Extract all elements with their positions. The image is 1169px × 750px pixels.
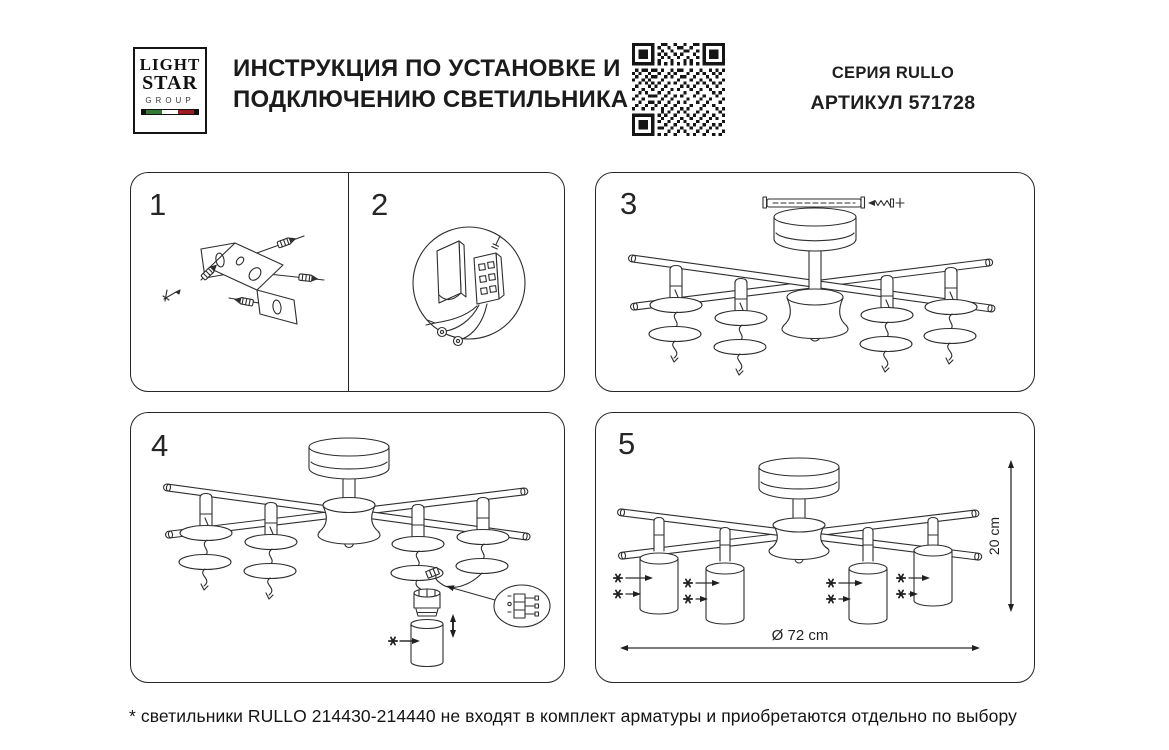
central-hub bbox=[782, 289, 848, 341]
product-info bbox=[783, 64, 1003, 115]
central-hub bbox=[769, 518, 829, 563]
article-label: АРТИКУЛ 571728 bbox=[810, 92, 976, 114]
step-4-number: 4 bbox=[151, 428, 169, 463]
screw-icon bbox=[868, 199, 904, 208]
step-1-number: 1 bbox=[149, 187, 167, 222]
lamp-holder bbox=[456, 498, 509, 574]
footnote: * светильники RULLO 214430-214440 не входят в комплект арматуры и приобретаются отдельно по выбору bbox=[129, 706, 1017, 726]
mounting-strap bbox=[763, 197, 865, 208]
lamp-holder bbox=[179, 494, 232, 591]
lamp-shade bbox=[706, 563, 744, 624]
lamp-shade bbox=[849, 563, 887, 624]
ceiling-canopy bbox=[774, 208, 856, 251]
lamp-holder bbox=[649, 266, 702, 363]
panel-step-5 bbox=[595, 412, 1035, 683]
screw-icon bbox=[163, 290, 180, 301]
qr-code bbox=[632, 43, 725, 136]
logo-word-star: STAR bbox=[142, 72, 198, 94]
step-2-drawing-wiring-detail bbox=[349, 173, 566, 390]
panel-step-4 bbox=[130, 412, 565, 683]
step-2-number: 2 bbox=[371, 187, 389, 222]
central-hub bbox=[318, 498, 380, 548]
lamp-holder bbox=[924, 268, 977, 365]
lamp-socket bbox=[414, 589, 440, 616]
step-5-drawing-finished-fixture bbox=[596, 413, 1033, 681]
step-3-number: 3 bbox=[620, 186, 638, 221]
logo-word-group: GROUP bbox=[145, 96, 195, 105]
panel-steps-1-2 bbox=[130, 172, 565, 392]
shade-peg bbox=[863, 528, 873, 562]
wall-plug-icon bbox=[277, 235, 298, 248]
logo-word-light: LIGHT bbox=[139, 55, 201, 74]
lamp-shade bbox=[411, 620, 443, 667]
step-5-number: 5 bbox=[618, 426, 636, 461]
width-dimension-label: Ø 72 cm bbox=[771, 627, 829, 644]
title-line-1: ИНСТРУКЦИЯ ПО УСТАНОВКЕ И bbox=[233, 55, 621, 82]
lamp-shade bbox=[640, 553, 678, 614]
step-1-drawing-mounting-bracket bbox=[131, 173, 349, 390]
width-dimension bbox=[620, 645, 980, 651]
wall-plug-icon bbox=[299, 274, 319, 282]
move-up-down-arrow bbox=[450, 614, 456, 638]
shade-peg bbox=[654, 518, 664, 552]
panel-step-3 bbox=[595, 172, 1035, 392]
step-3-drawing-frame-assembly bbox=[596, 173, 1033, 390]
detail-circle bbox=[413, 227, 525, 339]
shade-peg bbox=[720, 528, 730, 562]
lightstar-logo bbox=[133, 47, 207, 134]
page-title bbox=[233, 53, 628, 115]
height-dimension bbox=[1008, 460, 1014, 612]
lamp-shade bbox=[914, 545, 952, 606]
ceiling-canopy bbox=[309, 438, 389, 479]
terminal-block-inset bbox=[494, 585, 550, 627]
wall-plug-icon bbox=[233, 296, 253, 306]
title-line-2: ПОДКЛЮЧЕНИЮ СВЕТИЛЬНИКА bbox=[233, 86, 629, 113]
step-4-drawing-lamp-connection bbox=[131, 413, 563, 681]
series-label: СЕРИЯ RULLO bbox=[831, 64, 955, 82]
asterisk-marker bbox=[389, 637, 397, 644]
ceiling-canopy bbox=[759, 458, 839, 499]
height-dimension-label: 20 cm bbox=[986, 516, 1002, 556]
italian-flag-bar bbox=[141, 109, 199, 115]
